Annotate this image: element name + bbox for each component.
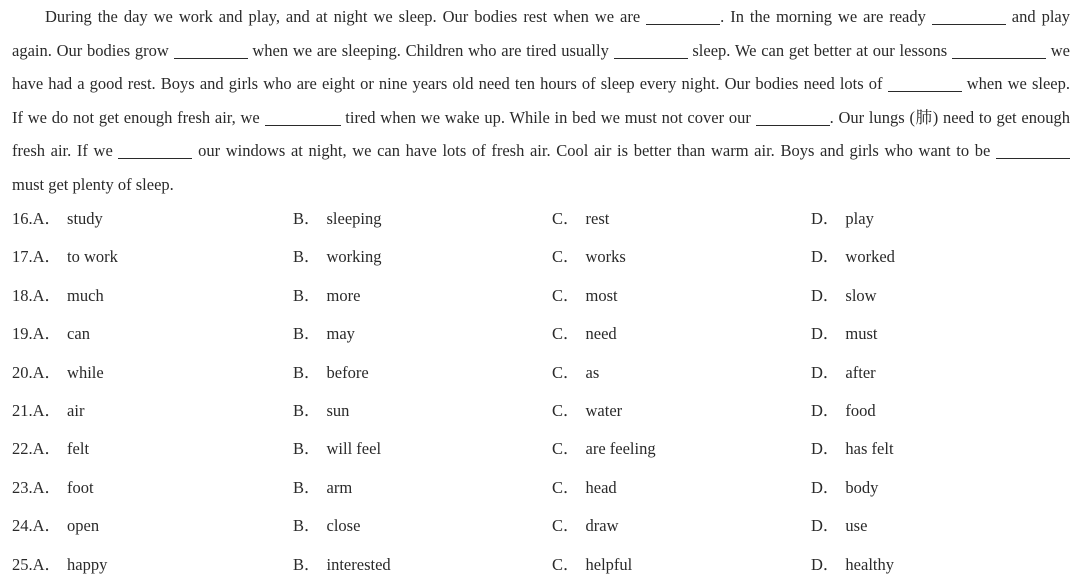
option-d[interactable]: [811, 277, 877, 315]
option-b[interactable]: [293, 354, 369, 392]
option-letter: C: [552, 554, 564, 574]
option-separator: ．: [304, 285, 321, 305]
option-text: food: [845, 400, 876, 420]
answer-blank[interactable]: [952, 41, 1046, 59]
option-a[interactable]: [12, 507, 99, 545]
passage-line: [12, 67, 1070, 101]
passage-line: [12, 168, 1070, 202]
option-text: worked: [845, 247, 895, 267]
question-number: 16.: [12, 209, 33, 228]
option-a[interactable]: [12, 238, 118, 276]
answer-blank[interactable]: [888, 75, 962, 93]
passage-line: [12, 34, 1070, 68]
question-number: 20.: [12, 362, 33, 382]
option-text: interested: [326, 554, 391, 574]
option-b[interactable]: [293, 546, 391, 584]
option-text: must: [845, 324, 878, 344]
option-text: works: [585, 247, 626, 267]
question-row: [12, 354, 1072, 392]
option-separator: ．: [304, 362, 321, 382]
option-c[interactable]: [552, 430, 656, 468]
option-c[interactable]: [552, 200, 609, 238]
option-separator: ．: [304, 554, 321, 574]
passage-text: fresh air. If we: [12, 141, 119, 161]
option-separator: ．: [822, 439, 840, 459]
passage-text: . In the morning we are ready: [720, 7, 932, 26]
passage-text: tired when we wake up. While in bed we must not cover our: [340, 107, 756, 127]
passage-text: sleep. We can get better at our lessons: [687, 40, 952, 60]
question-row: [12, 546, 1072, 584]
option-separator: ．: [563, 400, 580, 420]
option-letter: D: [811, 516, 823, 536]
option-c[interactable]: [552, 469, 617, 507]
question-row: [12, 507, 1072, 545]
option-d[interactable]: [811, 392, 876, 430]
option-c[interactable]: [552, 546, 632, 584]
option-d[interactable]: [811, 546, 894, 584]
option-separator: ．: [44, 477, 62, 497]
option-letter: D: [811, 477, 823, 497]
option-letter: B: [293, 285, 305, 305]
question-number: 19.: [12, 324, 33, 344]
option-separator: ．: [304, 400, 321, 420]
answer-blank[interactable]: [265, 108, 341, 126]
option-letter: D: [811, 247, 823, 267]
option-b[interactable]: [293, 430, 381, 468]
passage-text: our windows at night, we can have lots of fresh air. Cool air is better than warm air. Boys and girls who want to be: [192, 141, 996, 161]
option-text: rest: [585, 209, 610, 228]
option-text: more: [326, 285, 361, 305]
option-letter: B: [293, 324, 305, 344]
option-separator: ．: [822, 400, 840, 420]
question-row: [12, 238, 1072, 276]
option-letter: D: [811, 209, 823, 228]
option-letter: A: [32, 477, 45, 497]
option-separator: ．: [563, 554, 580, 574]
option-separator: ．: [44, 400, 62, 420]
question-number: 21.: [12, 400, 33, 420]
option-letter: D: [811, 400, 823, 420]
option-separator: ．: [44, 247, 62, 267]
question-number: 18.: [12, 285, 33, 305]
option-letter: B: [293, 477, 305, 497]
option-text: air: [67, 400, 85, 420]
option-letter: D: [811, 554, 823, 574]
option-text: need: [585, 324, 617, 344]
option-letter: A: [32, 439, 45, 459]
option-d[interactable]: [811, 200, 874, 238]
option-text: much: [67, 285, 104, 305]
option-b[interactable]: [293, 315, 355, 353]
option-text: use: [845, 516, 868, 536]
option-text: arm: [326, 477, 353, 497]
answer-blank[interactable]: [996, 142, 1070, 160]
option-text: felt: [67, 439, 90, 459]
option-letter: B: [293, 209, 305, 228]
option-text: has felt: [845, 439, 894, 459]
option-letter: C: [552, 400, 564, 420]
option-text: play: [845, 209, 874, 228]
option-letter: A: [32, 516, 45, 536]
option-letter: B: [293, 247, 305, 267]
option-d[interactable]: [811, 238, 895, 276]
option-text: as: [585, 362, 600, 382]
option-separator: ．: [563, 516, 580, 536]
option-letter: C: [552, 209, 564, 228]
option-b[interactable]: [293, 469, 352, 507]
passage-line: [12, 134, 1070, 168]
passage-line: [12, 101, 1070, 135]
option-separator: ．: [822, 477, 840, 497]
question-row: [12, 200, 1072, 238]
option-text: open: [67, 516, 100, 536]
cloze-passage: [12, 0, 1070, 202]
option-separator: ．: [44, 554, 62, 574]
answer-blank[interactable]: [756, 108, 830, 126]
option-text: sun: [326, 400, 350, 420]
question-row: [12, 277, 1072, 315]
answer-blank[interactable]: [118, 142, 192, 160]
option-letter: A: [32, 400, 45, 420]
option-c[interactable]: [552, 392, 622, 430]
option-separator: ．: [563, 477, 580, 497]
option-letter: A: [32, 209, 45, 228]
option-b[interactable]: [293, 507, 360, 545]
option-letter: D: [811, 324, 823, 344]
option-text: while: [67, 362, 104, 382]
option-separator: ．: [563, 324, 580, 344]
passage-text: we: [1045, 40, 1070, 60]
option-separator: ．: [822, 362, 840, 382]
question-row: [12, 469, 1072, 507]
option-separator: ．: [304, 477, 321, 497]
option-separator: ．: [44, 439, 62, 459]
option-a[interactable]: [12, 392, 84, 430]
option-a[interactable]: [12, 354, 104, 392]
option-letter: A: [32, 247, 45, 267]
option-letter: B: [293, 554, 305, 574]
answer-blank[interactable]: [646, 8, 720, 26]
passage-text: must get plenty of sleep.: [12, 174, 174, 194]
option-letter: D: [811, 439, 823, 459]
option-text: are feeling: [585, 439, 656, 459]
passage-text: and play: [1005, 7, 1071, 26]
option-separator: ．: [822, 324, 840, 344]
option-text: draw: [585, 516, 619, 536]
option-separator: ．: [304, 516, 321, 536]
option-text: will feel: [326, 439, 382, 459]
option-text: head: [585, 477, 617, 497]
option-text: may: [326, 324, 355, 344]
option-a[interactable]: [12, 430, 89, 468]
option-letter: C: [552, 285, 564, 305]
option-text: water: [585, 400, 623, 420]
passage-text: again. Our bodies grow: [12, 40, 174, 60]
option-a[interactable]: [12, 200, 103, 238]
answer-options: [12, 200, 1072, 584]
option-d[interactable]: [811, 354, 876, 392]
option-separator: ．: [563, 362, 580, 382]
passage-text: . Our lungs (肺) need to get enough: [829, 107, 1070, 127]
option-text: close: [326, 516, 361, 536]
question-row: [12, 315, 1072, 353]
option-separator: ．: [563, 209, 580, 228]
option-a[interactable]: [12, 277, 104, 315]
option-b[interactable]: [293, 238, 382, 276]
question-number: 22.: [12, 439, 33, 459]
option-text: before: [326, 362, 369, 382]
option-a[interactable]: [12, 469, 94, 507]
option-text: sleeping: [326, 209, 382, 228]
option-text: after: [845, 362, 876, 382]
option-letter: A: [32, 554, 45, 574]
question-row: [12, 392, 1072, 430]
question-number: 23.: [12, 477, 33, 497]
option-d[interactable]: [811, 507, 867, 545]
option-c[interactable]: [552, 315, 617, 353]
option-text: body: [845, 477, 879, 497]
option-separator: ．: [822, 247, 840, 267]
option-separator: ．: [304, 324, 321, 344]
passage-text: when we sleep.: [961, 74, 1070, 94]
option-separator: ．: [44, 285, 62, 305]
option-letter: A: [32, 362, 45, 382]
option-text: happy: [67, 554, 108, 574]
question-number: 25.: [12, 554, 33, 574]
option-text: can: [67, 324, 90, 344]
option-d[interactable]: [811, 430, 894, 468]
answer-blank[interactable]: [932, 8, 1006, 26]
option-b[interactable]: [293, 200, 382, 238]
option-d[interactable]: [811, 315, 878, 353]
option-letter: B: [293, 439, 305, 459]
option-d[interactable]: [811, 469, 878, 507]
option-a[interactable]: [12, 315, 90, 353]
option-separator: ．: [563, 439, 580, 459]
option-separator: ．: [822, 516, 840, 536]
option-separator: ．: [304, 247, 321, 267]
option-a[interactable]: [12, 546, 107, 584]
option-letter: D: [811, 362, 823, 382]
question-row: [12, 430, 1072, 468]
answer-blank[interactable]: [174, 41, 248, 59]
option-separator: ．: [822, 554, 840, 574]
option-letter: C: [552, 477, 564, 497]
question-number: 24.: [12, 516, 33, 536]
option-text: to work: [67, 247, 118, 267]
option-c[interactable]: [552, 277, 618, 315]
option-text: helpful: [585, 554, 633, 574]
option-letter: C: [552, 516, 564, 536]
option-c[interactable]: [552, 354, 599, 392]
option-letter: B: [293, 516, 305, 536]
option-letter: D: [811, 285, 823, 305]
option-separator: ．: [44, 209, 62, 228]
option-separator: ．: [822, 285, 840, 305]
option-separator: ．: [44, 324, 62, 344]
passage-text: During the day we work and play, and at night we sleep. Our bodies rest when we are: [45, 7, 647, 26]
option-letter: C: [552, 362, 564, 382]
option-separator: ．: [822, 209, 840, 228]
option-b[interactable]: [293, 277, 360, 315]
option-text: study: [67, 209, 103, 228]
option-letter: C: [552, 247, 564, 267]
option-letter: C: [552, 324, 564, 344]
option-letter: B: [293, 362, 305, 382]
passage-text: when we are sleeping. Children who are tired usually: [247, 40, 614, 60]
option-separator: ．: [563, 285, 580, 305]
option-letter: B: [293, 400, 305, 420]
passage-text: have had a good rest. Boys and girls who are eight or nine years old need ten hours of sleep every night. Our bodies need lots of: [12, 74, 888, 94]
option-letter: A: [32, 324, 45, 344]
option-separator: ．: [563, 247, 580, 267]
option-letter: C: [552, 439, 564, 459]
option-separator: ．: [304, 439, 321, 459]
option-b[interactable]: [293, 392, 349, 430]
option-c[interactable]: [552, 507, 619, 545]
passage-text: If we do not get enough fresh air, we: [12, 107, 265, 127]
question-number: 17.: [12, 247, 33, 267]
option-text: working: [326, 247, 382, 267]
option-text: foot: [67, 477, 94, 497]
option-text: slow: [845, 285, 877, 305]
option-c[interactable]: [552, 238, 626, 276]
option-separator: ．: [44, 516, 62, 536]
option-separator: ．: [44, 362, 62, 382]
option-text: most: [585, 285, 618, 305]
option-text: healthy: [845, 554, 894, 574]
answer-blank[interactable]: [614, 41, 688, 59]
passage-line: [12, 0, 1070, 34]
option-separator: ．: [304, 209, 321, 228]
option-letter: A: [32, 285, 45, 305]
